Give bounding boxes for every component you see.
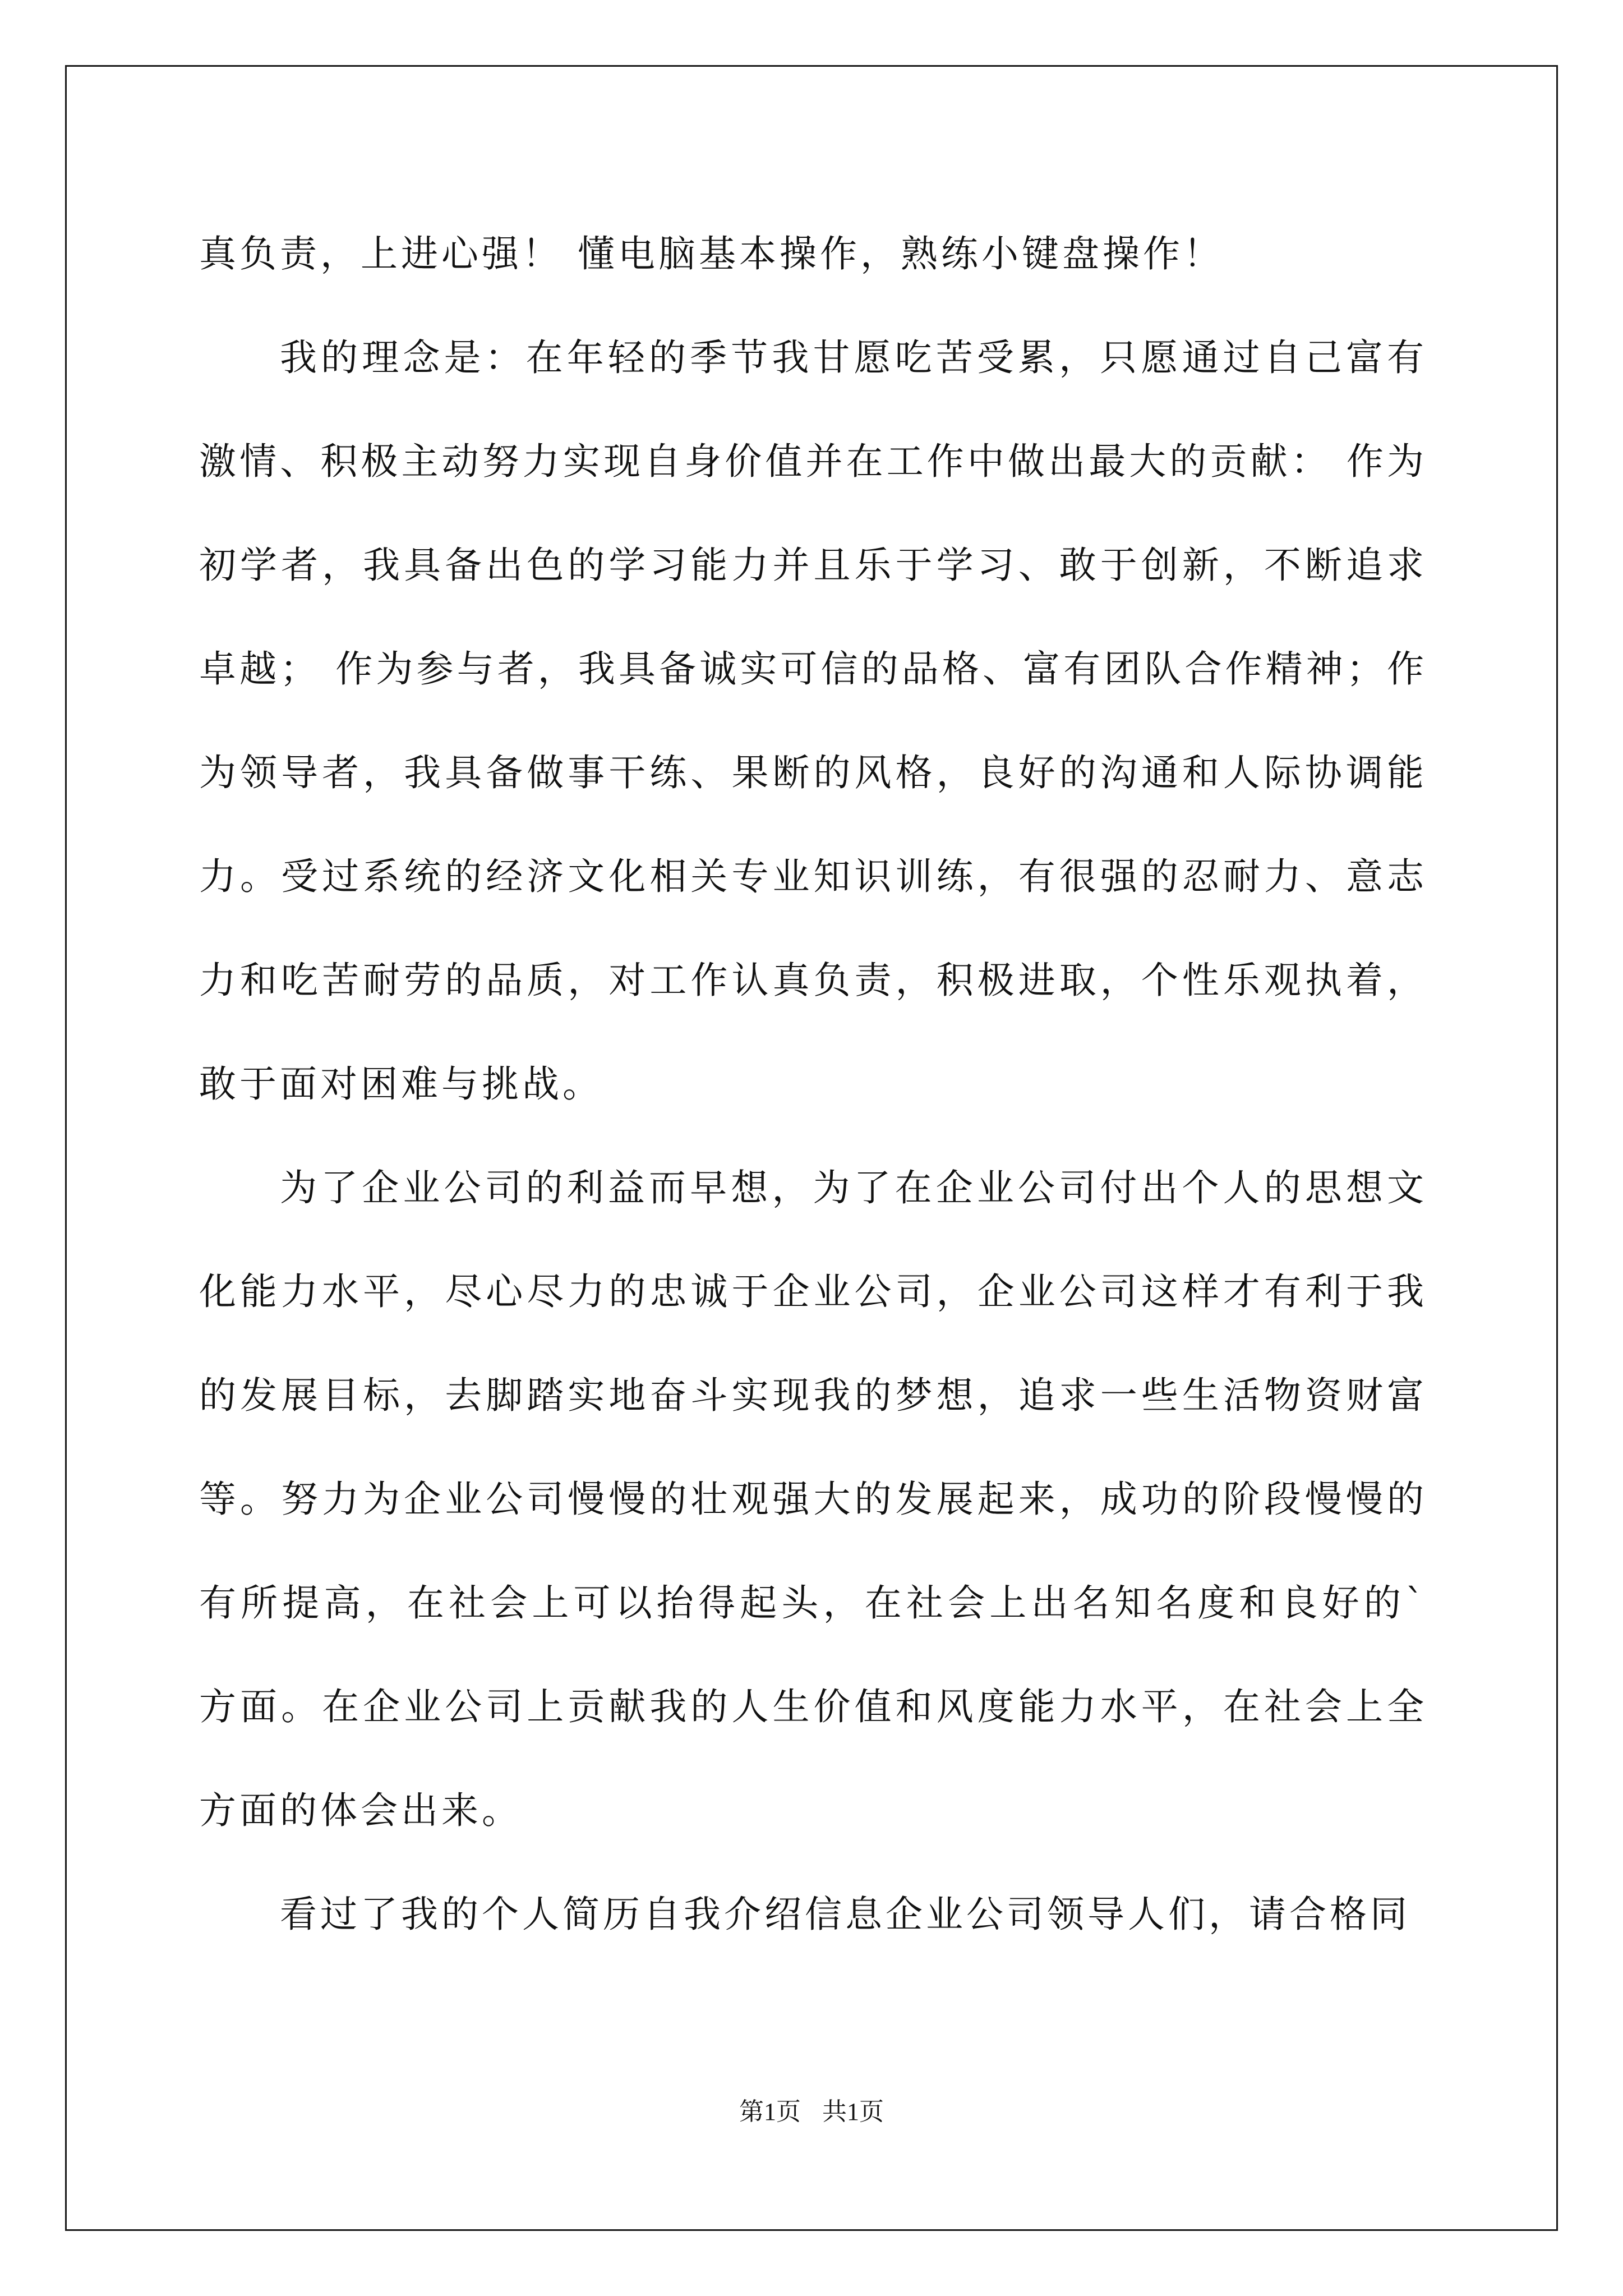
page-number: 第1页 xyxy=(739,2098,801,2125)
paragraph-2: 我的理念是：在年轻的季节我甘愿吃苦受累，只愿通过自己富有激情、积极主动努力实现自身价值并在工作中做出最大的贡献： 作为初学者，我具备出色的学习能力并且乐于学习、敢于创新，不断追求卓越； 作为参与者，我具备诚实可信的品格、富有团队合作精神；作为领导者，我具备做事干练、果断的风格，良好的沟通和人际协调能力。受过系统的经济文化相关专业知识训练，有很强的忍耐力、意志力和吃苦耐劳的品质，对工作认真负责，积极进取，个性乐观执着，敢于面对困难与挑战。 xyxy=(199,336,1427,1106)
page-total: 共1页 xyxy=(822,2098,884,2125)
document-body xyxy=(199,202,1427,1966)
paragraph-4: 看过了我的个人简历自我介绍信息企业公司领导人们，请合格同 xyxy=(280,1893,1410,1936)
paragraph-3: 为了企业公司的利益而早想，为了在企业公司付出个人的思想文化能力水平，尽心尽力的忠诚于企业公司，企业公司这样才有利于我的发展目标，去脚踏实地奋斗实现我的梦想，追求一些生活物资财富等。努力为企业公司慢慢的壮观强大的发展起来，成功的阶段慢慢的有所提高，在社会上可以抬得起头，在社会上出名知名度和良好的`方面。在企业公司上贡献我的人生价值和风度能力水平，在社会上全方面的体会出来。 xyxy=(199,1166,1427,1832)
paragraph-1: 真负责，上进心强！ 懂电脑基本操作，熟练小键盘操作！ xyxy=(199,232,1224,275)
page-footer xyxy=(0,2095,1623,2129)
